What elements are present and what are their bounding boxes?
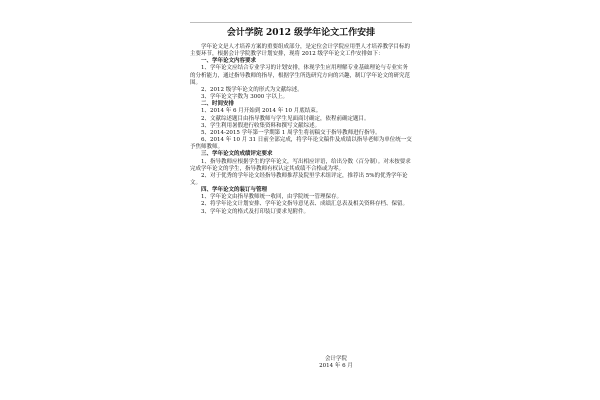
grading-item-2: 2、对于优秀的学年论文经指导教师推荐及院里学术组评定，推荐出 5%的优秀学年论文。 — [190, 172, 408, 186]
signature-org: 会计学院 — [324, 356, 347, 362]
schedule-item-5: 5、2014-2015 学年第一学期第 1 周学生将初稿交于指导教师进行指导。 — [201, 129, 381, 136]
document-body — [190, 44, 412, 216]
signature-date: 2014 年 6 月 — [319, 363, 353, 370]
document-title: 会计学院 2012 级学年论文工作安排 — [226, 28, 376, 38]
schedule-item-6: 6、2014 年 10 月 31 日前全部完成，将学年论文稿件及成绩以指导老师为单位统一交予焦师教师。 — [190, 137, 412, 151]
schedule-item-3: 3、学生利用暑假进行收集资料和撰写文献综述。 — [201, 122, 321, 129]
management-item-3: 3、学年论文的格式及打印装订要求见附件。 — [201, 208, 310, 215]
section-heading-schedule: 二、时间安排 — [201, 101, 235, 108]
schedule-item-1: 1、2014 年 6 月开始到 2014 年 10 月底结束。 — [201, 108, 322, 115]
section-heading-grading: 三、学年论文的成绩评定要求 — [201, 151, 273, 158]
grading-item-1: 1、指导教师应根据学生的学年论文，写出相应评语，给出分数（百分制）。对未按要求完成学年论文的学生，指导教师有权认定其成绩不合格或为零。 — [190, 158, 411, 172]
signature-block — [306, 356, 366, 370]
content-requirement-1: 1、学年论文应结合专业学习的计划安排，体现学生应用理解专业基础理论与专业实务的分析能力，通过指导教师的指导，根据学生所选研究方向的兴趣，制订学年论文的研究范围。 — [190, 65, 411, 86]
content-requirement-3: 3、学年论文字数为 3000 字以上。 — [201, 94, 288, 101]
management-item-1: 1、学年论文由指导教师统一收回，由学院统一管理保存。 — [201, 194, 343, 201]
top-rule — [190, 22, 412, 23]
management-item-2: 2、将学年论文计划安排、学年论文指导意见表、成绩汇总表及相关资料存档、保留。 — [201, 201, 409, 208]
section-heading-content-requirements: 一、学年论文内容要求 — [201, 58, 257, 65]
intro-paragraph: 学年论文是人才培养方案的重要组成部分，是定位会计学院应用型人才培养教学目标的主要环节，根据会计学院教学计划安排，现将 2012 级学年论文工作安排如下： — [190, 44, 411, 58]
schedule-item-2: 2、文献综述题目由指导教师与学生见面商讨确定，依程前确定题目。 — [201, 115, 370, 122]
document-sheet — [190, 22, 412, 378]
content-requirement-2: 2、2012 级学年论文的形式为文献综述。 — [201, 86, 303, 93]
section-heading-binding-management: 四、学年论文的装订与管理 — [201, 187, 268, 194]
